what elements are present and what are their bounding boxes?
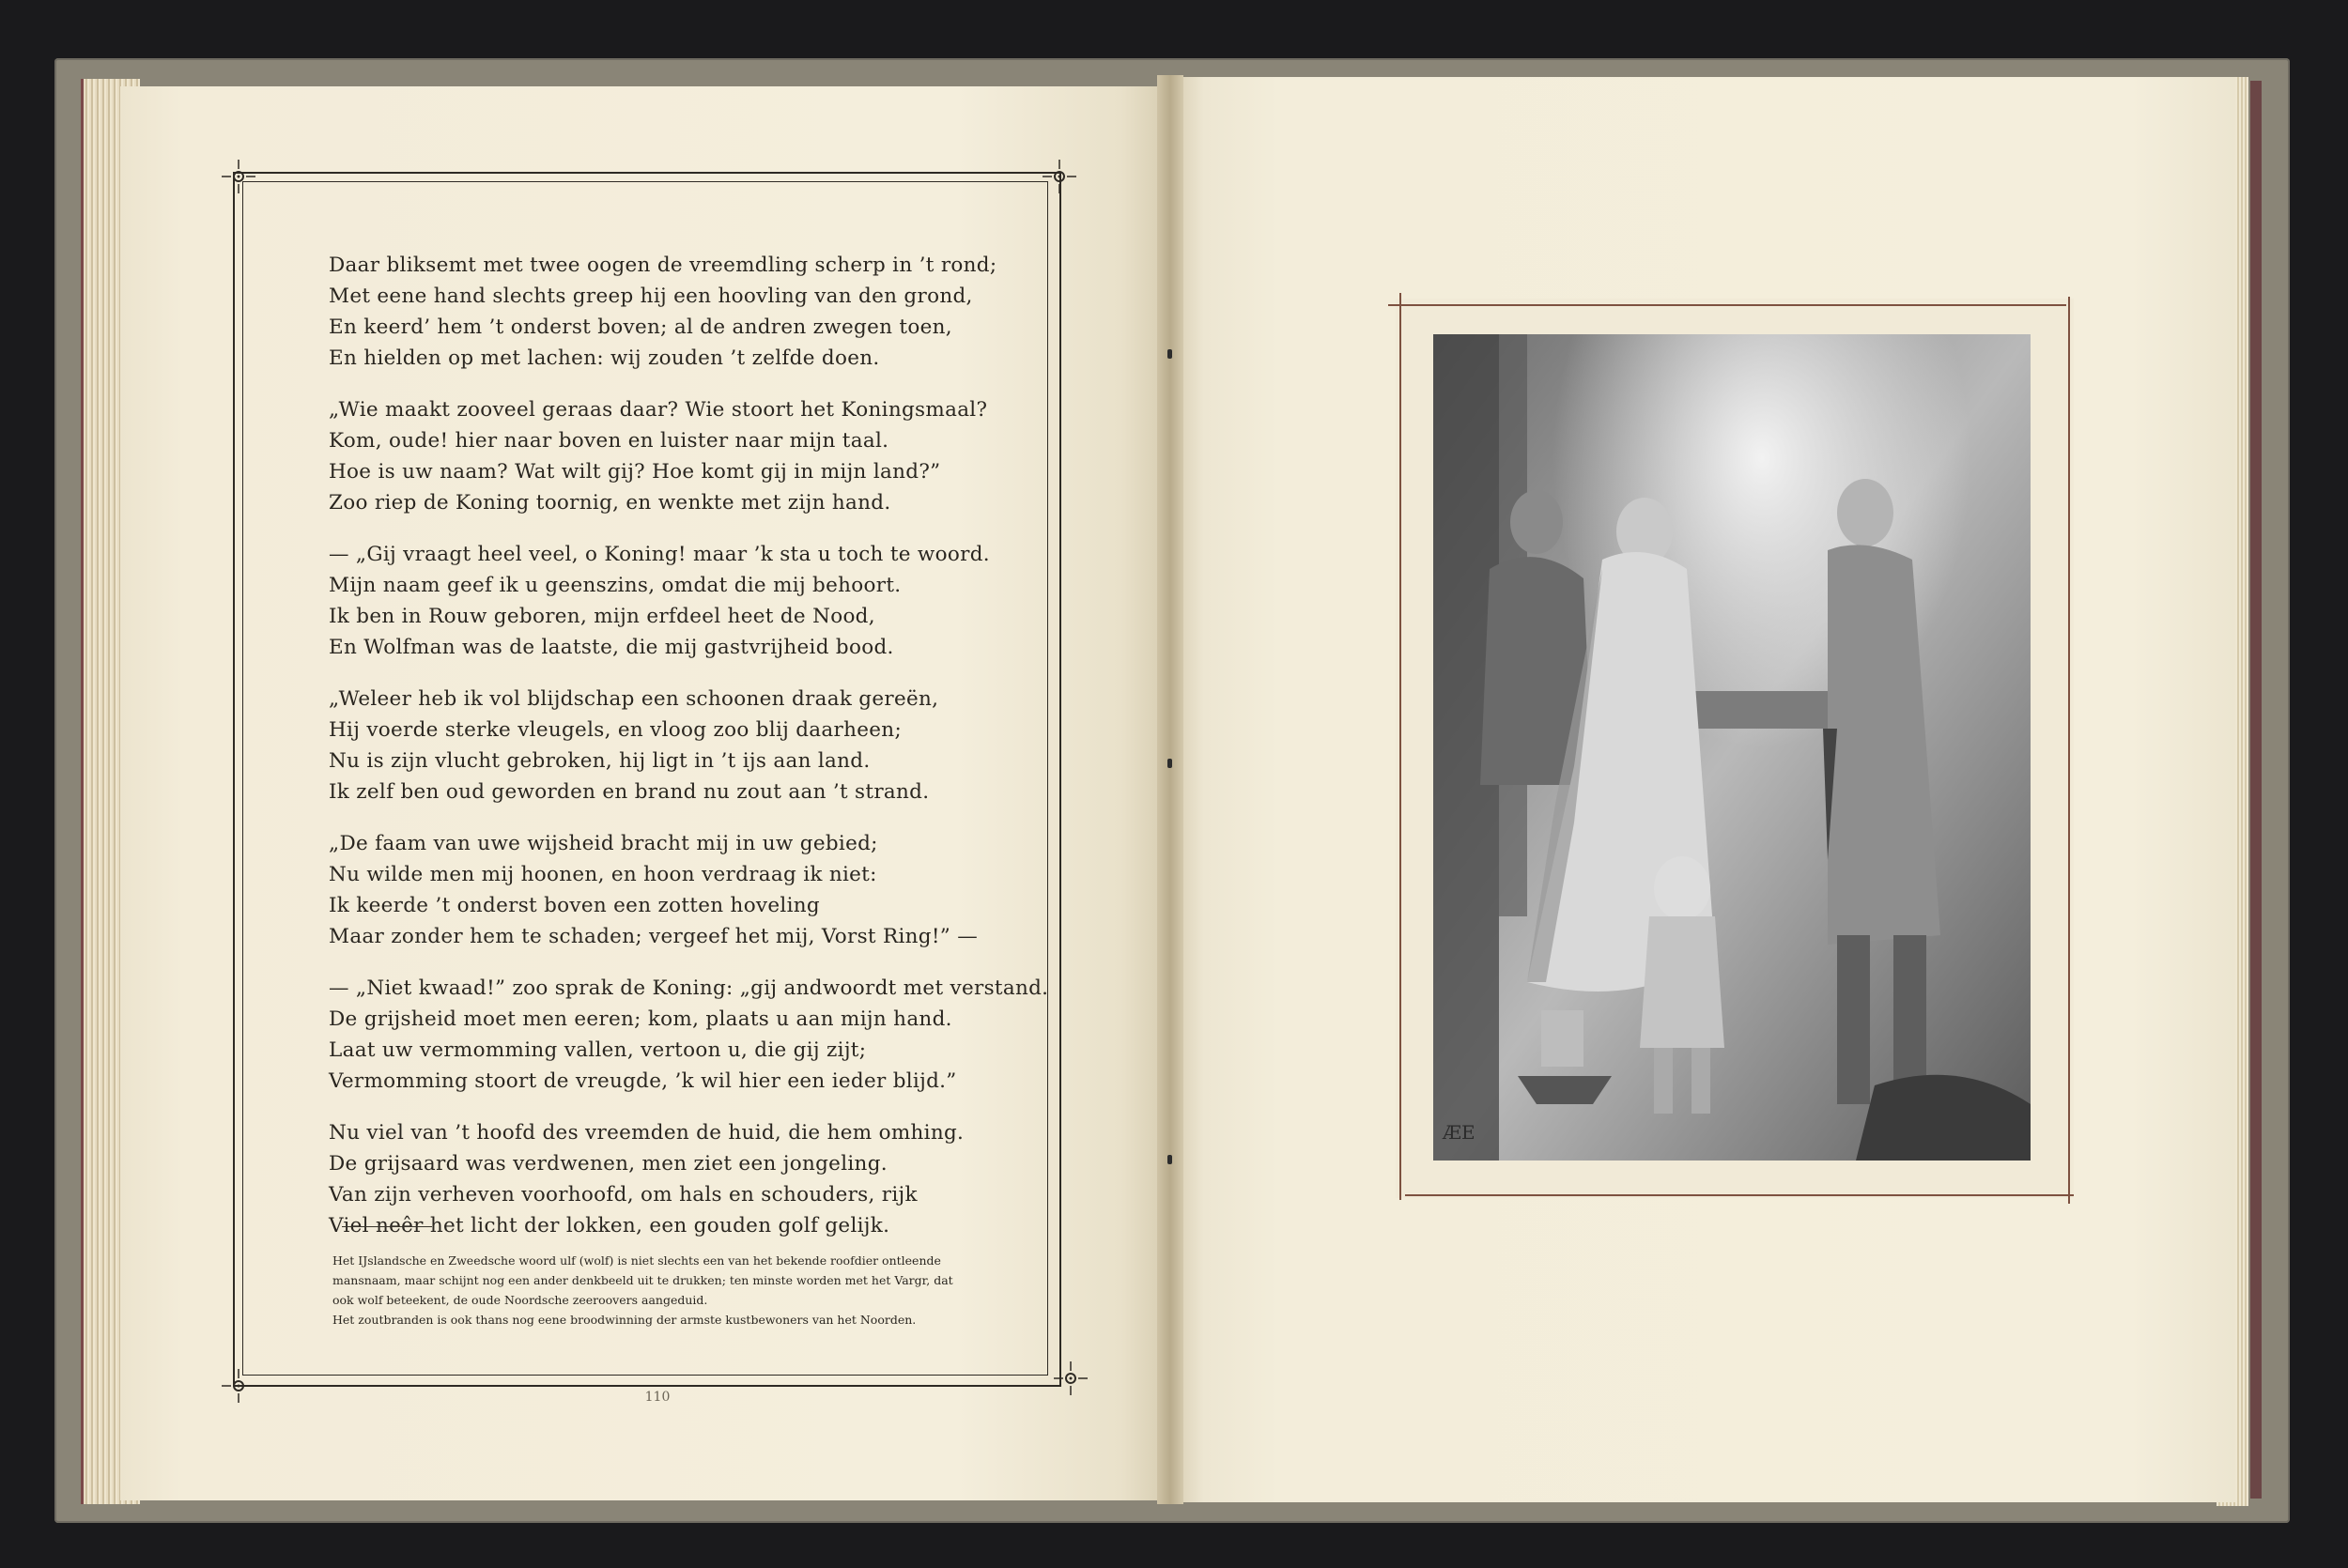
- footnote-line: ook wolf beteekent, de oude Noordsche zeeroovers aangeduid.: [332, 1293, 708, 1307]
- poem-line: En Wolfman was de laatste, die mij gastvrijheid bood.: [329, 636, 894, 659]
- poem-line: En hielden op met lachen: wij zouden ’t zelfde doen.: [329, 346, 880, 370]
- poem-line: En keerd’ hem ’t onderst boven; al de andren zwegen toen,: [329, 315, 952, 339]
- poem-line: Vermomming stoort de vreugde, ’k wil hier een ieder blijd.”: [329, 1069, 957, 1093]
- footnote-line: Het zoutbranden is ook thans nog eene broodwinning der armste kustbewoners van het Noorden.: [332, 1313, 917, 1327]
- footnote-rule: [342, 1226, 432, 1227]
- binding-stitch: [1167, 349, 1172, 359]
- plate-border-line: [1399, 293, 1401, 1200]
- poem-text: [329, 250, 1049, 1262]
- corner-ornament-icon: [1043, 160, 1076, 193]
- poem-line: Mijn naam geef ik u geenszins, omdat die mij behoort.: [329, 574, 902, 597]
- plate-border-line: [2068, 297, 2070, 1204]
- poem-line: Viel neêr het licht der lokken, een gouden golf gelijk.: [329, 1214, 890, 1237]
- corner-ornament-icon: [1054, 1361, 1088, 1395]
- plate-border-line: [1388, 304, 2066, 306]
- stanza: [329, 394, 1024, 518]
- poem-line: — „Gij vraagt heel veel, o Koning! maar ’k sta u toch te woord.: [329, 543, 990, 566]
- poem-line: Ik keerde ’t onderst boven een zotten hoveling: [329, 894, 820, 917]
- poem-line: Kom, oude! hier naar boven en luister naar mijn taal.: [329, 429, 889, 453]
- poem-line: De grijsheid moet men eeren; kom, plaats u aan mijn hand.: [329, 1007, 952, 1031]
- poem-line: Hij voerde sterke vleugels, en vloog zoo blij daarheen;: [329, 718, 902, 742]
- footnotes: [332, 1251, 990, 1330]
- book-gutter: [1157, 75, 1183, 1504]
- illustration-plate: [1433, 334, 2031, 1161]
- stanza: [329, 828, 1024, 952]
- footnote-line: mansnaam, maar schijnt nog een ander denkbeeld uit te drukken; ten minste worden met het Vargr, dat: [332, 1273, 953, 1287]
- binding-stitch: [1167, 759, 1172, 768]
- poem-line: Van zijn verheven voorhoofd, om hals en schouders, rijk: [329, 1183, 918, 1207]
- stanza: [329, 1117, 1024, 1241]
- poem-line: Nu wilde men mij hoonen, en hoon verdraag ik niet:: [329, 863, 877, 886]
- artist-monogram: ÆE: [1443, 1121, 1475, 1144]
- stanza: [329, 973, 1049, 1097]
- poem-line: Nu is zijn vlucht gebroken, hij ligt in ’t ijs aan land.: [329, 749, 871, 773]
- poem-line: De grijsaard was verdwenen, men ziet een jongeling.: [329, 1152, 888, 1176]
- stanza: [329, 539, 1024, 663]
- poem-line: „Weleer heb ik vol blijdschap een schoonen draak gereën,: [329, 687, 939, 711]
- stanza: [329, 250, 1024, 374]
- poem-line: Laat uw vermomming vallen, vertoon u, die gij zijt;: [329, 1038, 867, 1062]
- poem-line: Hoe is uw naam? Wat wilt gij? Hoe komt gij in mijn land?”: [329, 460, 941, 484]
- page-number: 110: [644, 1390, 671, 1405]
- plate-border-line: [1405, 1194, 2074, 1196]
- poem-line: Daar bliksemt met twee oogen de vreemdling scherp in ’t rond;: [329, 254, 997, 277]
- poem-line: Zoo riep de Koning toornig, en wenkte met zijn hand.: [329, 491, 891, 515]
- poem-line: „De faam van uwe wijsheid bracht mij in uw gebied;: [329, 832, 878, 855]
- footnote-line: Het IJslandsche en Zweedsche woord ulf (wolf) is niet slechts een van het bekende roofdier ontleende: [332, 1253, 941, 1268]
- right-edge-binding: [2250, 81, 2262, 1499]
- corner-ornament-icon: [222, 160, 255, 193]
- poem-line: Ik zelf ben oud geworden en brand nu zout aan ’t strand.: [329, 780, 930, 804]
- poem-line: Met eene hand slechts greep hij een hoovling van den grond,: [329, 284, 973, 308]
- poem-line: „Wie maakt zooveel geraas daar? Wie stoort het Koningsmaal?: [329, 398, 988, 422]
- poem-line: Maar zonder hem te schaden; vergeef het mij, Vorst Ring!” —: [329, 925, 979, 948]
- poem-line: — „Niet kwaad!” zoo sprak de Koning: „gij andwoordt met verstand.: [329, 976, 1049, 1000]
- corner-ornament-icon: [222, 1369, 255, 1403]
- poem-line: Ik ben in Rouw geboren, mijn erfdeel heet de Nood,: [329, 605, 875, 628]
- binding-stitch: [1167, 1155, 1172, 1164]
- illustration-figures: [1433, 334, 2031, 1161]
- stanza: [329, 684, 1024, 807]
- poem-line: Nu viel van ’t hoofd des vreemden de huid, die hem omhing.: [329, 1121, 965, 1145]
